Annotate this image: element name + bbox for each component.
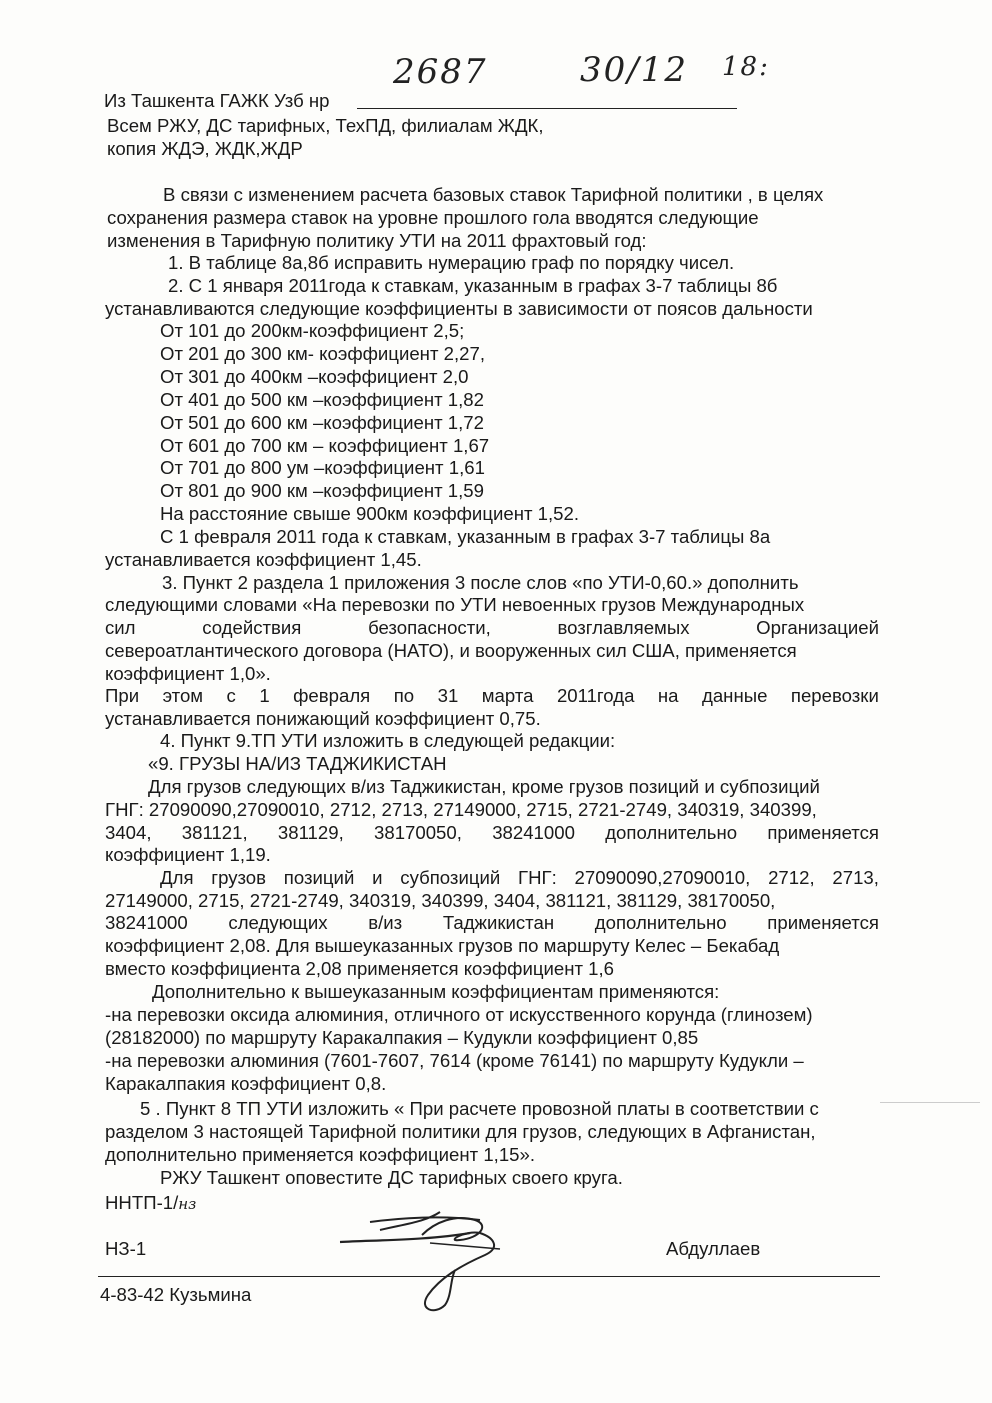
item-4: 4. Пункт 9.ТП УТИ изложить в следующей редакции: <box>160 730 616 751</box>
body-line-26: вместо коэффициента 2,08 применяется коэффициент 1,6 <box>105 958 615 979</box>
body-line-11 <box>105 616 879 639</box>
sender-line: Из Ташкента ГАЖК Узб нр <box>104 90 330 111</box>
word: февраля <box>293 685 371 706</box>
copy-line: копия ЖДЭ, ЖДК,ЖДР <box>107 138 303 159</box>
body-line-30: -на перевозки алюминия (7601-7607, 7614 (кроме 76141) по маршруту Кудукли – <box>105 1050 804 1071</box>
word: возглавляемых <box>557 617 690 638</box>
word: 3404, <box>105 822 152 843</box>
word: 2712, <box>768 867 815 888</box>
body-line-18: Для грузов следующих в/из Таджикистан, кроме грузов позиций и субпозиций <box>148 776 820 797</box>
body-line-22 <box>160 866 879 889</box>
item-1: 1. В таблице 8а,8б исправить нумерацию граф по порядку чисел. <box>168 252 735 273</box>
handwritten-time: 18: <box>722 52 770 82</box>
body-line-8: устанавливается коэффициент 1,45. <box>105 549 422 570</box>
word: Для <box>160 867 194 888</box>
body-line-10: следующими словами «На перевозки по УТИ невоенных грузов Международных <box>105 594 805 615</box>
word: и <box>372 867 383 888</box>
body-line-14 <box>105 684 879 707</box>
word: сил <box>105 617 136 638</box>
item-2: 2. С 1 января 2011года к ставкам, указанным в графах 3-7 таблицы 8б <box>168 275 778 296</box>
coef-row-8: От 801 до 900 км –коэффициент 1,59 <box>160 480 484 501</box>
body-line-25: коэффициент 2,08. Для вышеуказанных грузов по маршруту Келес – Бекабад <box>105 935 780 956</box>
body-line-15: устанавливается понижающий коэффициент 0,75. <box>105 708 541 729</box>
signer-name: Абдуллаев <box>666 1238 761 1259</box>
sender-code: НЗ-1 <box>105 1238 147 1259</box>
word: При <box>105 685 140 706</box>
word: позиций <box>283 867 355 888</box>
reference-prefix: ННТП-1/ <box>105 1192 179 1213</box>
coef-row-3: От 301 до 400км –коэффициент 2,0 <box>160 366 469 387</box>
number-underline <box>357 108 737 109</box>
body-line-1: В связи с изменением расчета базовых ставок Тарифной политики , в целях <box>163 184 824 205</box>
body-line-35: РЖУ Ташкент оповестите ДС тарифных своего круга. <box>160 1167 623 1188</box>
word: безопасности, <box>368 617 491 638</box>
word: перевозки <box>790 685 879 706</box>
body-line-24 <box>105 911 879 934</box>
word: 381129, <box>277 822 344 843</box>
body-line-33: разделом 3 настоящей Тарифной политики для грузов, следующих в Афганистан, <box>105 1121 816 1142</box>
word: ГНГ: <box>518 867 557 888</box>
coef-row-5: От 501 до 600 км –коэффициент 1,72 <box>160 412 484 433</box>
word: дополнительно <box>594 912 727 933</box>
word: Таджикистан <box>442 912 555 933</box>
contact-line: 4-83-42 Кузьмина <box>100 1284 252 1305</box>
body-line-7: С 1 февраля 2011 года к ставкам, указанным в графах 3-7 таблицы 8а <box>160 526 771 547</box>
word: 27090090,27090010, <box>574 867 751 888</box>
word: 2011года <box>556 685 635 706</box>
reference-handwritten: нз <box>178 1195 197 1213</box>
signature <box>330 1200 530 1320</box>
body-line-20 <box>105 821 879 844</box>
coef-row-7: От 701 до 800 ум –коэффициент 1,61 <box>160 457 485 478</box>
word: на <box>657 685 679 706</box>
word: 2713, <box>832 867 879 888</box>
word: Организацией <box>756 617 879 638</box>
word: субпозиций <box>400 867 501 888</box>
word: с <box>226 685 236 706</box>
word: этом <box>162 685 204 706</box>
body-line-34: дополнительно применяется коэффициент 1,15». <box>105 1144 536 1165</box>
body-line-13: коэффициент 1,0». <box>105 663 271 684</box>
recipients-line: Всем РЖУ, ДС тарифных, ТехПД, филиалам ЖДК, <box>107 115 544 136</box>
body-line-6: устанавливаются следующие коэффициенты в зависимости от поясов дальности <box>105 298 813 319</box>
section-heading: «9. ГРУЗЫ НА/ИЗ ТАДЖИКИСТАН <box>148 753 447 774</box>
word: применяется <box>767 822 879 843</box>
body-line-12: североатлантического договора (НАТО), и вооруженных сил США, применяется <box>105 640 797 661</box>
word: 381121, <box>181 822 248 843</box>
body-line-27: Дополнительно к вышеуказанным коэффициентам применяются: <box>152 981 720 1002</box>
body-line-2: сохранения размера ставок на уровне прошлого гола вводятся следующие <box>107 207 759 228</box>
word: в/из <box>368 912 403 933</box>
reference-code <box>105 1191 196 1216</box>
word: 1 <box>259 685 270 706</box>
word: 38241000 <box>492 822 575 843</box>
coef-row-9: На расстояние свыше 900км коэффициент 1,52. <box>160 503 579 524</box>
word: данные <box>701 685 768 706</box>
body-line-21: коэффициент 1,19. <box>105 844 271 865</box>
coef-row-1: От 101 до 200км-коэффициент 2,5; <box>160 320 465 341</box>
footer-rule <box>98 1276 880 1277</box>
body-line-23: 27149000, 2715, 2721-2749, 340319, 340399, 3404, 381121, 381129, 38170050, <box>105 890 776 911</box>
word: марта <box>481 685 534 706</box>
item-5: 5 . Пункт 8 ТП УТИ изложить « При расчете провозной платы в соответствии с <box>140 1098 819 1119</box>
word: по <box>393 685 415 706</box>
handwritten-number: 2687 <box>393 52 488 92</box>
body-line-28: -на перевозки оксида алюминия, отличного от искусственного корунда (глинозем) <box>105 1004 813 1025</box>
scan-artifact <box>880 1102 980 1103</box>
item-3: 3. Пункт 2 раздела 1 приложения 3 после слов «по УТИ-0,60.» дополнить <box>162 572 799 593</box>
body-line-31: Каракалпакия коэффициент 0,8. <box>105 1073 387 1094</box>
word: содействия <box>202 617 302 638</box>
coef-row-4: От 401 до 500 км –коэффициент 1,82 <box>160 389 484 410</box>
word: дополнительно <box>605 822 738 843</box>
word: применяется <box>767 912 879 933</box>
handwritten-date: 30/12 <box>580 50 688 90</box>
word: грузов <box>211 867 267 888</box>
body-line-29: (28182000) по маршруту Каракалпакия – Кудукли коэффициент 0,85 <box>105 1027 699 1048</box>
word: 38170050, <box>374 822 462 843</box>
word: 31 <box>437 685 459 706</box>
word: 38241000 <box>105 912 188 933</box>
coef-row-6: От 601 до 700 км – коэффициент 1,67 <box>160 435 490 456</box>
body-line-3: изменения в Тарифную политику УТИ на 2011 фрахтовый год: <box>107 230 647 251</box>
word: следующих <box>228 912 328 933</box>
coef-row-2: От 201 до 300 км- коэффициент 2,27, <box>160 343 485 364</box>
body-line-19: ГНГ: 27090090,27090010, 2712, 2713, 27149000, 2715, 2721-2749, 340319, 340399, <box>105 799 817 820</box>
